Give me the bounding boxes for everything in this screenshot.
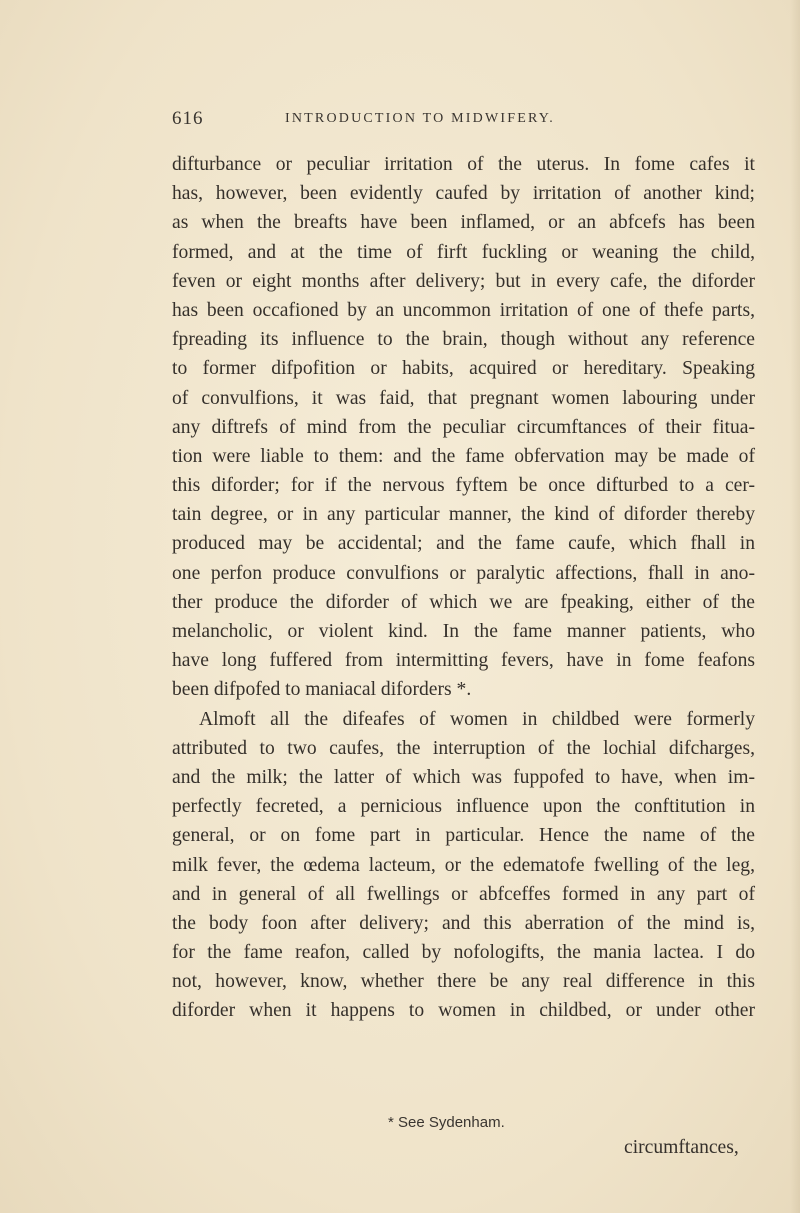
text-line: have long fuffered from intermitting fevers, have in fome feafons — [172, 650, 755, 672]
text-line: the body foon after delivery; and this aberration of the mind is, — [172, 912, 755, 934]
text-line: has, however, been evidently caufed by irritation of another kind; — [172, 183, 755, 205]
text-line: tain degree, or in any particular manner, the kind of diforder thereby — [172, 504, 755, 526]
footnote-text: * See Sydenham. — [388, 1114, 505, 1131]
text-line: diforder when it happens to women in childbed, or under other — [172, 1000, 755, 1022]
text-line: general, or on fome part in particular. Hence the name of the — [172, 825, 755, 847]
text-line-paragraph-end: been difpofed to maniacal diforders *. — [172, 679, 472, 701]
text-line: and the milk; the latter of which was fuppofed to have, when im- — [172, 766, 755, 788]
text-line: to former difpofition or habits, acquired or hereditary. Speaking — [172, 358, 755, 380]
page-number: 616 — [172, 108, 204, 129]
text-line: difturbance or peculiar irritation of the uterus. In fome cafes it — [172, 154, 755, 175]
text-line: of convulfions, it was faid, that pregnant women labouring under — [172, 387, 755, 409]
text-line: one perfon produce convulfions or paralytic affections, fhall in ano- — [172, 562, 755, 584]
running-head: INTRODUCTION TO MIDWIFERY. — [285, 111, 555, 126]
page-header — [172, 108, 760, 132]
text-line: attributed to two caufes, the interruption of the lochial difcharges, — [172, 737, 755, 759]
text-line: feven or eight months after delivery; but in every cafe, the diforder — [172, 270, 755, 292]
page-gutter-shadow — [790, 0, 800, 1213]
text-line: milk fever, the œdema lacteum, or the edematofe fwelling of the leg, — [172, 854, 755, 876]
catchword-text: circumftances, — [624, 1137, 739, 1158]
text-line: and in general of all fwellings or abfceffes formed in any part of — [172, 883, 755, 905]
text-line: perfectly fecreted, a pernicious influence upon the conftitution in — [172, 796, 755, 818]
body-text — [172, 150, 755, 1026]
text-line: ther produce the diforder of which we are fpeaking, either of the — [172, 591, 755, 613]
text-line: produced may be accidental; and the fame caufe, which fhall in — [172, 533, 755, 555]
text-line: this diforder; for if the nervous fyftem be once difturbed to a cer- — [172, 475, 755, 497]
text-line: tion were liable to them: and the fame obfervation may be made of — [172, 445, 755, 467]
text-line: not, however, know, whether there be any real difference in this — [172, 971, 755, 993]
text-line-paragraph-start: Almoft all the difeafes of women in childbed were formerly — [199, 708, 755, 730]
text-line: formed, and at the time of firft fuckling or weaning the child, — [172, 241, 755, 263]
text-line: fpreading its influence to the brain, though without any reference — [172, 329, 755, 351]
text-line: any diftrefs of mind from the peculiar circumftances of their fitua- — [172, 416, 755, 438]
text-line: as when the breafts have been inflamed, or an abfcefs has been — [172, 212, 755, 234]
text-line: for the fame reafon, called by nofologifts, the mania lactea. I do — [172, 942, 755, 964]
text-line: melancholic, or violent kind. In the fame manner patients, who — [172, 621, 755, 642]
text-line: has been occafioned by an uncommon irritation of one of thefe parts, — [172, 299, 755, 321]
